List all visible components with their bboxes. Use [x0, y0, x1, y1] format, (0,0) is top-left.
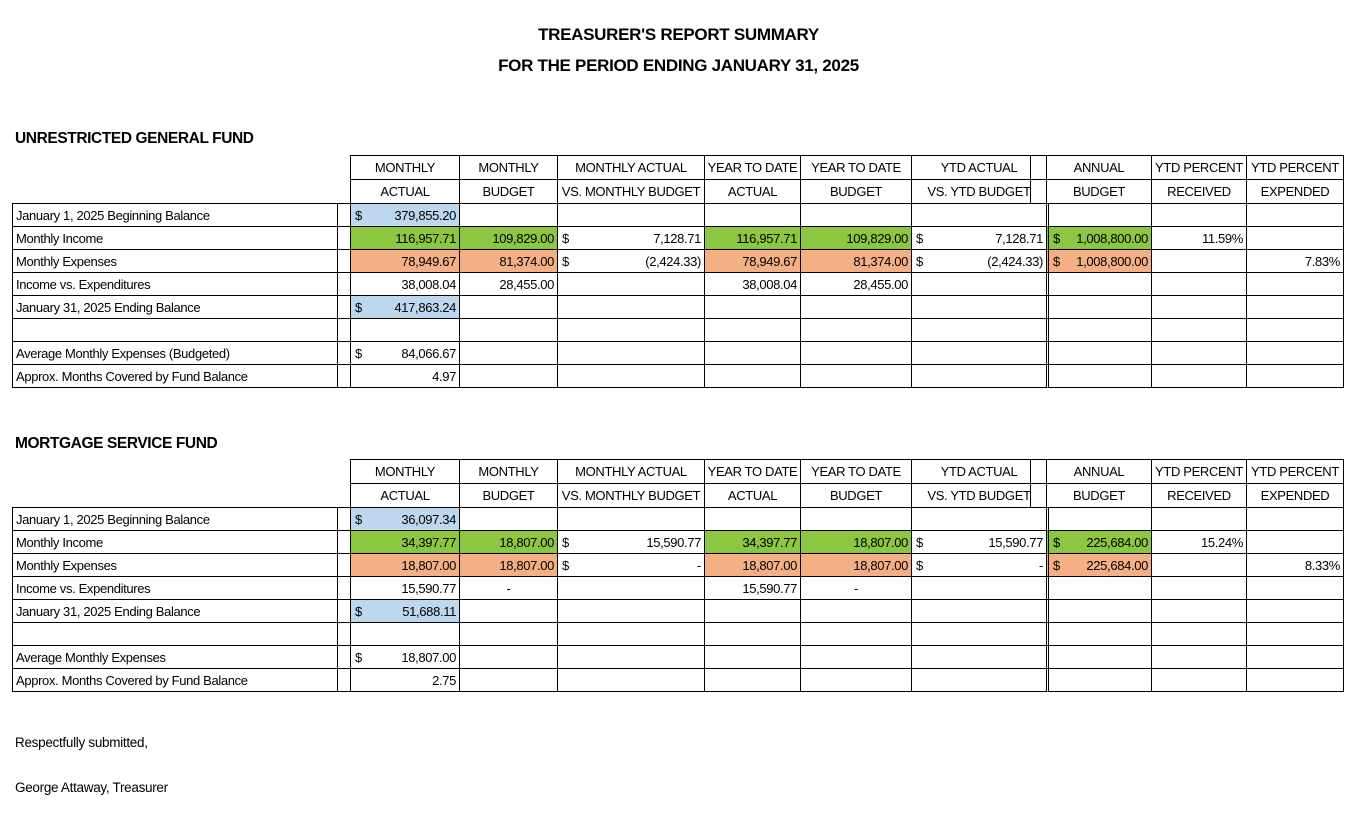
dollar-sign: $ [355, 208, 362, 223]
column-header: YTD PERCENT [1246, 459, 1344, 484]
value-cell [800, 553, 912, 577]
cell-value: 18,807.00 [401, 558, 456, 573]
value-cell [557, 645, 705, 669]
column-header: MONTHLY ACTUAL [557, 459, 705, 484]
cell-value: 18,807.00 [853, 558, 908, 573]
row-label: Approx. Months Covered by Fund Balance [12, 668, 338, 692]
value-cell [350, 599, 460, 623]
row-label: January 1, 2025 Beginning Balance [12, 203, 338, 227]
row-gap [337, 553, 351, 577]
value-cell [1246, 668, 1344, 692]
value-cell [557, 668, 705, 692]
value-cell [800, 507, 912, 531]
value-cell [911, 272, 1047, 296]
cell-value: 15,590.77 [401, 581, 456, 596]
column-header: MONTHLY [459, 155, 558, 180]
row-label: Monthly Income [12, 226, 338, 250]
value-cell [704, 530, 801, 554]
value-cell [1246, 295, 1344, 319]
value-cell [1151, 249, 1247, 273]
row-label: Approx. Months Covered by Fund Balance [12, 364, 338, 388]
value-cell [1046, 576, 1152, 600]
value-cell [911, 364, 1047, 388]
value-cell [459, 272, 558, 296]
cell-value: 81,374.00 [499, 254, 554, 269]
value-cell [911, 668, 1047, 692]
report-title-line-1: TREASURER'S REPORT SUMMARY [538, 25, 819, 44]
column-header: ACTUAL [704, 179, 801, 204]
value-cell [704, 507, 801, 531]
row-label: January 31, 2025 Ending Balance [12, 599, 338, 623]
value-cell [704, 668, 801, 692]
value-cell [800, 599, 912, 623]
value-cell [1046, 295, 1152, 319]
value-cell [557, 364, 705, 388]
column-header: BUDGET [459, 483, 558, 508]
value-cell [1151, 530, 1247, 554]
column-header: MONTHLY [350, 459, 460, 484]
value-cell [1151, 599, 1247, 623]
column-header: BUDGET [1046, 483, 1152, 508]
value-cell [911, 553, 1047, 577]
dollar-sign: $ [562, 558, 569, 573]
row-gap [337, 249, 351, 273]
value-cell [911, 249, 1047, 273]
cell-value: 11.59% [1201, 231, 1243, 246]
column-header: RECEIVED [1151, 179, 1247, 204]
value-cell [704, 364, 801, 388]
row-gap [337, 507, 351, 531]
value-cell [557, 341, 705, 365]
dollar-sign: $ [355, 512, 362, 527]
column-header: EXPENDED [1246, 179, 1344, 204]
value-cell [1046, 622, 1152, 646]
value-cell [350, 622, 460, 646]
value-cell [350, 645, 460, 669]
cell-value: - [506, 581, 511, 596]
dollar-sign: $ [355, 346, 362, 361]
value-cell [350, 668, 460, 692]
general-fund-title: UNRESTRICTED GENERAL FUND [15, 130, 254, 147]
column-header: EXPENDED [1246, 483, 1344, 508]
dollar-sign: $ [916, 254, 923, 269]
cell-value: 116,957.71 [395, 231, 456, 246]
value-cell [704, 576, 801, 600]
value-cell [1151, 318, 1247, 342]
column-header: ACTUAL [350, 179, 460, 204]
value-cell [459, 295, 558, 319]
row-label: Average Monthly Expenses (Budgeted) [12, 341, 338, 365]
dollar-sign: $ [916, 231, 923, 246]
cell-value: 15,590.77 [742, 581, 797, 596]
cell-value: 28,455.00 [499, 277, 554, 292]
value-cell [1246, 576, 1344, 600]
cell-value: - [1039, 558, 1043, 573]
value-cell [459, 645, 558, 669]
value-cell [459, 507, 558, 531]
column-header: YTD PERCENT [1151, 459, 1247, 484]
cell-value: 84,066.67 [401, 346, 456, 361]
row-gap [337, 668, 351, 692]
cell-value: 7.83% [1304, 254, 1340, 269]
value-cell [704, 553, 801, 577]
cell-value: 379,855.20 [394, 208, 456, 223]
value-cell [1151, 364, 1247, 388]
value-cell [350, 341, 460, 365]
column-header: BUDGET [1046, 179, 1152, 204]
row-label: Monthly Expenses [12, 553, 338, 577]
dollar-sign: $ [1053, 231, 1060, 246]
row-label: January 31, 2025 Ending Balance [12, 295, 338, 319]
column-header: BUDGET [800, 483, 912, 508]
value-cell [350, 530, 460, 554]
value-cell [1046, 341, 1152, 365]
value-cell [911, 507, 1047, 531]
cell-value: - [854, 581, 858, 596]
value-cell [704, 622, 801, 646]
value-cell [800, 364, 912, 388]
cell-value: 7,128.71 [653, 231, 701, 246]
value-cell [557, 553, 705, 577]
cell-value: 18,807.00 [853, 535, 908, 550]
value-cell [911, 318, 1047, 342]
cell-value: 18,807.00 [742, 558, 797, 573]
dollar-sign: $ [355, 650, 362, 665]
row-label: Average Monthly Expenses [12, 645, 338, 669]
value-cell [704, 249, 801, 273]
cell-value: 109,829.00 [492, 231, 554, 246]
row-gap [337, 622, 351, 646]
value-cell [1151, 645, 1247, 669]
column-header: VS. MONTHLY BUDGET [557, 179, 705, 204]
value-cell [1151, 341, 1247, 365]
value-cell [1246, 364, 1344, 388]
column-separator [1030, 483, 1031, 508]
value-cell [1151, 295, 1247, 319]
cell-value: 2.75 [432, 673, 456, 688]
value-cell [800, 249, 912, 273]
value-cell [557, 318, 705, 342]
cell-value: 116,957.71 [736, 231, 797, 246]
column-header: YEAR TO DATE [704, 459, 801, 484]
cell-value: 18,807.00 [499, 535, 554, 550]
cell-value: 225,684.00 [1086, 535, 1148, 550]
value-cell [459, 318, 558, 342]
value-cell [911, 622, 1047, 646]
column-header: YEAR TO DATE [704, 155, 801, 180]
row-label [12, 318, 338, 342]
value-cell [1046, 249, 1152, 273]
dollar-sign: $ [1053, 558, 1060, 573]
value-cell [704, 599, 801, 623]
value-cell [459, 530, 558, 554]
cell-value: 15.24% [1201, 535, 1243, 550]
value-cell [1246, 530, 1344, 554]
cell-value: 18,807.00 [401, 650, 456, 665]
column-header: RECEIVED [1151, 483, 1247, 508]
value-cell [557, 507, 705, 531]
cell-value: 1,008,800.00 [1076, 231, 1148, 246]
cell-value: 18,807.00 [499, 558, 554, 573]
value-cell [1046, 364, 1152, 388]
value-cell [704, 272, 801, 296]
value-cell [1246, 507, 1344, 531]
dollar-sign: $ [562, 535, 569, 550]
value-cell [1046, 272, 1152, 296]
value-cell [459, 668, 558, 692]
value-cell [459, 576, 558, 600]
value-cell [1246, 599, 1344, 623]
value-cell [800, 295, 912, 319]
column-header: VS. YTD BUDGET [911, 483, 1047, 508]
value-cell [704, 318, 801, 342]
value-cell [1046, 645, 1152, 669]
cell-value: 4.97 [432, 369, 456, 384]
value-cell [911, 341, 1047, 365]
row-label: January 1, 2025 Beginning Balance [12, 507, 338, 531]
value-cell [1246, 622, 1344, 646]
row-gap [337, 599, 351, 623]
cell-value: (2,424.33) [645, 254, 701, 269]
column-header: YEAR TO DATE [800, 459, 912, 484]
column-separator [1030, 459, 1031, 484]
cell-value: 15,590.77 [988, 535, 1043, 550]
value-cell [800, 272, 912, 296]
row-gap [337, 576, 351, 600]
row-gap [337, 645, 351, 669]
value-cell [800, 622, 912, 646]
value-cell [704, 341, 801, 365]
value-cell [800, 645, 912, 669]
cell-value: 38,008.04 [742, 277, 797, 292]
report-title-line-2: FOR THE PERIOD ENDING JANUARY 31, 2025 [498, 56, 859, 75]
cell-value: 51,688.11 [402, 604, 456, 619]
row-label: Monthly Income [12, 530, 338, 554]
cell-value: 417,863.24 [394, 300, 456, 315]
value-cell [1046, 530, 1152, 554]
value-cell [1151, 668, 1247, 692]
value-cell [911, 576, 1047, 600]
value-cell [557, 295, 705, 319]
cell-value: - [697, 558, 701, 573]
value-cell [557, 622, 705, 646]
value-cell [1246, 318, 1344, 342]
value-cell [800, 341, 912, 365]
value-cell [350, 295, 460, 319]
dollar-sign: $ [562, 231, 569, 246]
value-cell [800, 318, 912, 342]
value-cell [1246, 645, 1344, 669]
value-cell [557, 599, 705, 623]
column-header: MONTHLY [459, 459, 558, 484]
value-cell [459, 599, 558, 623]
cell-value: 8.33% [1304, 558, 1340, 573]
cell-value: 1,008,800.00 [1076, 254, 1148, 269]
dollar-sign: $ [1053, 535, 1060, 550]
column-header: BUDGET [459, 179, 558, 204]
value-cell [1151, 553, 1247, 577]
dollar-sign: $ [1053, 254, 1060, 269]
row-gap [337, 530, 351, 554]
value-cell [704, 295, 801, 319]
row-gap [337, 364, 351, 388]
value-cell [1151, 272, 1247, 296]
value-cell [1046, 318, 1152, 342]
value-cell [1246, 272, 1344, 296]
row-label: Income vs. Expenditures [12, 576, 338, 600]
value-cell [800, 576, 912, 600]
row-gap [337, 295, 351, 319]
value-cell [1151, 576, 1247, 600]
row-gap [337, 272, 351, 296]
column-header: ANNUAL [1046, 459, 1152, 484]
column-header: ANNUAL [1046, 155, 1152, 180]
value-cell [350, 318, 460, 342]
value-cell [459, 622, 558, 646]
value-cell [350, 364, 460, 388]
cell-value: 34,397.77 [742, 535, 797, 550]
column-header: VS. YTD BUDGET [911, 179, 1047, 204]
cell-value: 34,397.77 [401, 535, 456, 550]
cell-value: 78,949.67 [742, 254, 797, 269]
value-cell [800, 668, 912, 692]
cell-value: 7,128.71 [995, 231, 1043, 246]
value-cell [1151, 622, 1247, 646]
column-header: YTD PERCENT [1151, 155, 1247, 180]
value-cell [557, 576, 705, 600]
value-cell [459, 364, 558, 388]
value-cell [557, 530, 705, 554]
value-cell [1046, 668, 1152, 692]
value-cell [350, 507, 460, 531]
value-cell [350, 249, 460, 273]
value-cell [459, 553, 558, 577]
value-cell [1151, 507, 1247, 531]
dollar-sign: $ [355, 604, 362, 619]
cell-value: 28,455.00 [853, 277, 908, 292]
cell-value: 109,829.00 [846, 231, 908, 246]
column-header: VS. MONTHLY BUDGET [557, 483, 705, 508]
cell-value: 38,008.04 [401, 277, 456, 292]
dollar-sign: $ [562, 254, 569, 269]
column-header: YTD ACTUAL [911, 155, 1047, 180]
column-header: BUDGET [800, 179, 912, 204]
value-cell [704, 645, 801, 669]
column-header: ACTUAL [704, 483, 801, 508]
value-cell [911, 295, 1047, 319]
value-cell [1246, 553, 1344, 577]
value-cell [459, 249, 558, 273]
column-header: YTD ACTUAL [911, 459, 1047, 484]
cell-value: 36,097.34 [401, 512, 456, 527]
cell-value: 15,590.77 [646, 535, 701, 550]
column-header: YEAR TO DATE [800, 155, 912, 180]
column-header: ACTUAL [350, 483, 460, 508]
value-cell [911, 530, 1047, 554]
value-cell [1046, 507, 1152, 531]
value-cell [911, 599, 1047, 623]
value-cell [1246, 341, 1344, 365]
value-cell [350, 272, 460, 296]
column-header: YTD PERCENT [1246, 155, 1344, 180]
value-cell [800, 530, 912, 554]
value-cell [557, 272, 705, 296]
value-cell [557, 249, 705, 273]
cell-value: 78,949.67 [401, 254, 456, 269]
cell-value: (2,424.33) [987, 254, 1043, 269]
dollar-sign: $ [916, 558, 923, 573]
row-label: Monthly Expenses [12, 249, 338, 273]
value-cell [459, 341, 558, 365]
row-gap [337, 318, 351, 342]
cell-value: 81,374.00 [853, 254, 908, 269]
row-label: Income vs. Expenditures [12, 272, 338, 296]
cell-value: 225,684.00 [1086, 558, 1148, 573]
value-cell [911, 645, 1047, 669]
value-cell [1046, 553, 1152, 577]
value-cell [1246, 249, 1344, 273]
mortgage-fund-title: MORTGAGE SERVICE FUND [15, 435, 218, 452]
row-gap [337, 341, 351, 365]
closing-text: Respectfully submitted, [15, 735, 148, 750]
column-header: MONTHLY ACTUAL [557, 155, 705, 180]
dollar-sign: $ [355, 300, 362, 315]
dollar-sign: $ [916, 535, 923, 550]
value-cell [350, 576, 460, 600]
column-header: MONTHLY [350, 155, 460, 180]
signature-text: George Attaway, Treasurer [15, 780, 168, 795]
value-cell [350, 553, 460, 577]
value-cell [1046, 599, 1152, 623]
row-label [12, 622, 338, 646]
